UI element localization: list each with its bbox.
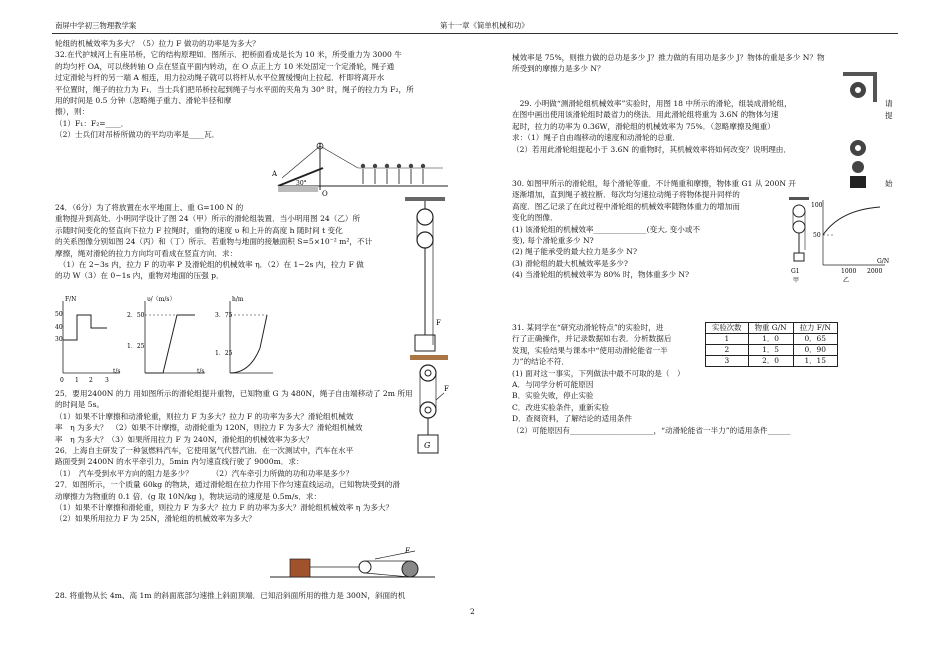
drawbridge-figure [268, 138, 450, 200]
text-line: 动摩擦力为物重的 0.1 倍．(g 取 10N/kg )，物块运动的速度是 0.5m/s．求： [55, 491, 322, 501]
q27-block-pulley-figure [265, 545, 445, 583]
tick: 1 [75, 377, 79, 384]
tick: 40 [55, 324, 63, 331]
label-A: A [272, 170, 278, 178]
text-line: 摩擦，绳对滑轮的拉力方向均可看成在竖直方向．求： [55, 248, 238, 258]
text-line: 29. 小明做“测滑轮组机械效率”实验时，用图 18 中所示的滑轮，组装成滑轮组， [512, 99, 792, 108]
pulley-system-figure [400, 195, 450, 360]
q29-tail-1: 请 [885, 99, 893, 108]
header-center: 第十一章《简单机械和功》 [440, 21, 529, 30]
pulley-jia [789, 197, 809, 284]
text-line: （2）若用此滑轮组提起小于 3.6N 的重物时，其机械效率将如何改变？说明理由． [512, 144, 791, 154]
text-line: （1） 汽车受到水平方向的阻力是多少？ （2）汽车牵引力所做的功和功率是多少？ [55, 468, 354, 478]
graph-force [55, 296, 121, 384]
text-line: 的均匀杆 OA，可以绕转轴 O 点在竖直平面内转动，在 O 点正上方 10 米处固定一个定滑轮，绳子通 [55, 61, 395, 71]
table-cell: 1．5 [748, 345, 793, 356]
text-line: 24．（6分）为了将放置在水平地面上、重 G=100 N 的 [55, 203, 244, 212]
label-F: F [436, 319, 441, 327]
axis-t: t/s [197, 368, 205, 375]
text-line: 行了正确操作，并记录数据如右表．分析数据后 [512, 334, 672, 344]
table-row [706, 345, 838, 356]
table-header: 实验次数 [706, 323, 749, 334]
table-cell: 3 [706, 356, 749, 367]
text-line: 26．上海自主研发了一种氢燃料汽车，它使用氢气代替汽油．在一次测试中，汽车在水平 [55, 445, 354, 455]
text-line: (4) 当滑轮组的机械效率为 80% 时，物体重多少 N? [512, 270, 690, 280]
text-line: 轮组的机械效率为多大？（5）拉力 F 做功的功率是为多大？ [55, 39, 260, 48]
tick: 3 [105, 377, 109, 384]
text-line: 高度．图乙记录了在此过程中滑轮组的机械效率随物体重力的增加而 [512, 201, 740, 211]
table-cell: 0．90 [793, 345, 837, 356]
axis-f: F/N [65, 296, 77, 303]
text-line: (2) 绳子能承受的最大拉力是多少 N? [512, 247, 638, 257]
text-line: 发现，实验结果与课本中“使用动滑轮能省一半 [512, 345, 668, 355]
text-line: 平位置时，绳子的拉力为 F₁．当士兵们把吊桥拉起到绳子与水平面的夹角为 30° 时，绳子的拉力为 F₂，所 [55, 84, 414, 94]
tick-1000: 1000 [841, 268, 857, 275]
text-line: （2）可能原因有______________________，“动滑轮能省一半力”的适用条件______ [512, 425, 791, 435]
graph-height [215, 296, 273, 373]
text-line: (3) 滑轮组的最大机械效率是多少? [512, 258, 628, 268]
text-line: 31. 某同学在“研究动滑轮特点”的实验时，进 [512, 323, 664, 332]
table-header: 物重 G/N [748, 323, 793, 334]
text-line: 的功 W（3）在 0~1s 内，重物对地面的压强 p． [55, 271, 224, 281]
label-jia: 甲 [793, 277, 800, 284]
text-line: B．实验失败，停止实验 [512, 391, 594, 401]
label-F: F [444, 385, 449, 393]
q25-27-text [55, 388, 450, 525]
text-line: D．查阅资料，了解结论的适用条件 [512, 414, 632, 424]
header-rule [52, 33, 898, 34]
text-line: 用的时间是 0.5 分钟（忽略绳子重力、滑轮半径和摩 [55, 95, 232, 105]
text-line: 的时间是 5s。 [55, 400, 105, 410]
label-yi: 乙 [843, 277, 850, 284]
label-O: O [322, 190, 328, 198]
text-line: 过定滑轮与杆的另一端 A 相连，用力拉动绳子就可以将杆从水平位置缓慢向上拉起．杆即将离开水 [55, 73, 385, 83]
text-line: 路面受到 2400N 的水平牵引力，5min 内匀速直线行驶了 9000m．求： [55, 457, 304, 467]
text-line: 力”的结论不符． [512, 357, 570, 367]
efficiency-graph [811, 200, 889, 284]
header-left: 南屏中学初三物理教学案 [55, 21, 137, 30]
right-top [512, 52, 892, 75]
text-line: 起时，拉力的功率为 0.36W，滑轮组的机械效率为 75%．（忽略摩擦及绳重） [512, 121, 775, 131]
q29-tail-2: 提 [885, 111, 893, 120]
text-line: (1) 该滑轮组的机械效率______________(变大, 变小或不 [512, 224, 701, 234]
text-line: （1）F₁：F₂=____． [55, 118, 129, 128]
table-cell: 1 [706, 334, 749, 345]
text-line: 30. 如图甲所示的滑轮组，每个滑轮等重．不计绳重和摩擦，物体重 G1 从 200N 开 [512, 179, 796, 188]
label-g1: G1 [791, 268, 800, 275]
tick-50: 50 [813, 232, 821, 239]
text-line: 逐渐增加，直到绳子被拉断．每次均匀速拉动绳子将物体提升同样的 [512, 190, 740, 200]
text-line: 25．要用2400N 的力 用如图所示的滑轮组提升重物，已知物重 G 为 480N，绳子自由端移动了 2m 所用 [55, 389, 413, 398]
text-line: A．与同学分析可能原因 [512, 379, 594, 389]
table-cell: 1．0 [748, 334, 793, 345]
axis-h: h/m [232, 296, 244, 303]
text-line: （1）如果不计摩擦和动滑轮重，则拉力 F 为多大？拉力 F 的功率为多大？滑轮组机械效 [55, 411, 354, 421]
text-line: C．改进实验条件，重新实验 [512, 402, 609, 412]
text-line: 在图中画出使用该滑轮组时最省力的绕法．用此滑轮组将重为 3.6N 的物体匀速 [512, 110, 779, 120]
q29-pulley-figure [838, 72, 888, 192]
tick: 1．25 [127, 343, 145, 350]
text-line: 27．如图所示，一个质量 60kg 的物块，通过滑轮组在拉力作用下作匀速直线运动，已知物块受到的滑 [55, 480, 400, 490]
text-line: 械效率是 75%，则推力做的总功是多少 J？推力做的有用功是多少 J？物体的重是多少 N？物 [512, 53, 825, 62]
tick-100: 100 [811, 202, 823, 209]
label-F: F [405, 547, 410, 555]
tick: 2 [89, 377, 93, 384]
axis-t: t/s [113, 368, 121, 375]
graph-velocity [127, 296, 205, 375]
tick: 2．50 [127, 312, 145, 319]
q25-pulley-figure [408, 355, 453, 470]
label-G: G [424, 441, 431, 450]
axis-v: υ/（m/s） [147, 296, 176, 303]
text-line: (1) 面对这一事实，下列做法中最不可取的是（ ） [512, 368, 685, 378]
label-angle: 30° [296, 180, 307, 187]
experiment-table [705, 322, 838, 367]
page-number: 2 [470, 607, 475, 616]
text-line: （2）士兵们对吊桥所做功的平均功率是____瓦． [55, 130, 220, 140]
tick: 50 [55, 311, 63, 318]
table-row [706, 334, 838, 345]
table-header: 拉力 F/N [793, 323, 837, 334]
text-line: 重物提升到高处．小明同学设计了图 24（甲）所示的滑轮组装置．当小明用图 24（乙）所 [55, 214, 361, 224]
table-row [706, 356, 838, 367]
tick: 1．25 [215, 350, 233, 357]
q30-figures [785, 195, 895, 285]
text-line: 求：（1）绳子自由端移动的速度和动滑轮的总重． [512, 133, 681, 143]
left-column [55, 38, 450, 141]
table-cell: 2 [706, 345, 749, 356]
q30-tail: 始 [885, 179, 893, 188]
axis-label: G/N [877, 258, 890, 265]
text-line: （2）如果所用拉力 F 为 25N，滑轮组的机械效率为多大？ [55, 514, 256, 524]
text-line: 率 η 为多大？ （2）如果不计摩擦，动滑轮重为 120N，则拉力 F 为多大？滑轮组机械效 [55, 423, 363, 433]
text-line: 变化的图像． [512, 213, 558, 223]
tick-2000: 2000 [867, 268, 883, 275]
table-cell: 0．65 [793, 334, 837, 345]
q28-text: 28. 将重物从长 4m、高 1m 的斜面底部匀速推上斜面顶端．已知沿斜面所用的推力是 300N，斜面的机 [55, 591, 406, 600]
tick: 30 [55, 336, 63, 343]
text-line: 的关系图像分别如图 24（丙）和（丁）所示．若重物与地面的接触面积 S=5×10⁻² m²，不计 [55, 237, 373, 247]
text-line: 32.在代护城河上有座吊桥，它的结构原理如．图所示．把桥面看成是长为 10 米，所受重力为 3000 牛 [55, 50, 402, 60]
text-line: 变), 每个滑轮重多少 N? [512, 235, 594, 245]
fig24-graphs [55, 293, 275, 388]
q29-text [512, 98, 892, 155]
tick: 0 [60, 377, 64, 384]
tick: 3．75 [215, 312, 233, 319]
table-cell: 2．0 [748, 356, 793, 367]
text-line: 所受到的摩擦力是多少 N？ [512, 64, 605, 74]
text-line: 示随时间变化的竖直向下拉力 F 拉绳时，重物的速度 υ 和上升的高度 h 随时间 t 变化 [55, 225, 343, 235]
text-line: （1）在 2~3s 内，拉力 F 的功率 P 及滑轮组的机械效率 η．（2）在 1~2s 内，拉力 F 做 [55, 259, 364, 269]
q24-text [55, 202, 450, 282]
text-line: （1）如果不计摩擦和滑轮重，则拉力 F 为多大？拉力 F 的功率为多大？滑轮组机械效率 η 为多大？ [55, 502, 394, 512]
table-cell: 1．15 [793, 356, 837, 367]
text-line: 率 η 为多大？（3）如果所用拉力 F 为 240N，滑轮组的机械效率为多大？ [55, 434, 314, 444]
text-line: 擦），则： [55, 107, 90, 117]
